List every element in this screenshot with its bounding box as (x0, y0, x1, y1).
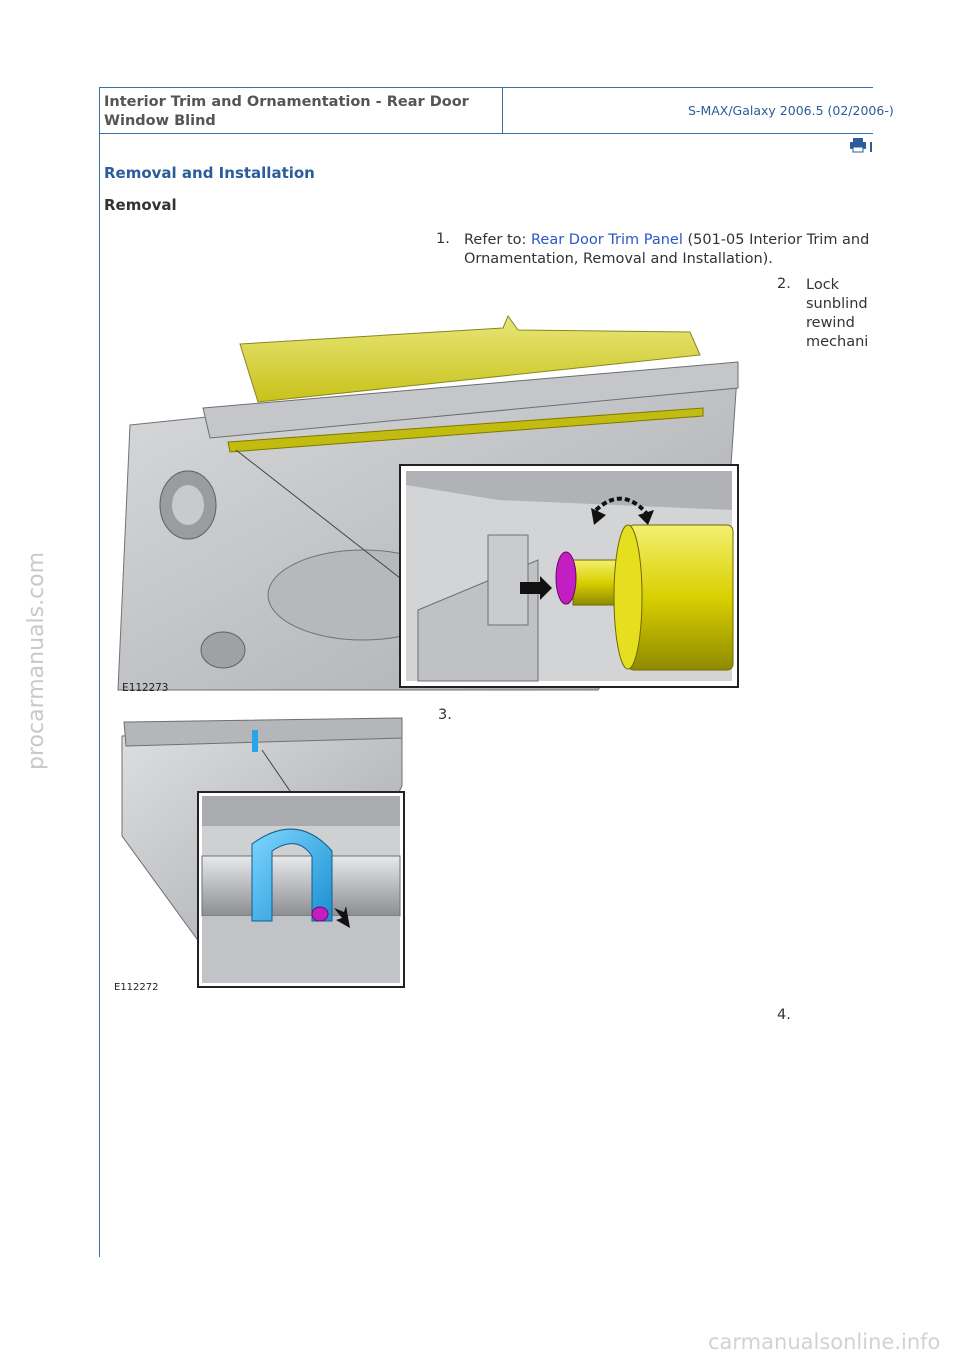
subsection-title: Removal (104, 196, 177, 214)
step-1-prefix: Refer to: (464, 232, 531, 248)
step-1-number: 1. (436, 231, 450, 247)
watermark-left: procarmanuals.com (24, 551, 49, 770)
step-3-number: 3. (438, 707, 452, 723)
step-2-line: sunblind (806, 296, 868, 312)
figure-2-id: E112272 (114, 982, 159, 993)
figure-roller-clip (112, 716, 407, 991)
model-label: S-MAX/Galaxy 2006.5 (02/2006-) (688, 103, 894, 118)
step-4-number: 4. (777, 1007, 791, 1023)
frame-left-border (99, 87, 100, 1257)
frame-top-border (99, 87, 873, 88)
step-1-suffix: (501-05 Interior Trim and Ornamentation, Removal and Installation). (464, 232, 870, 267)
printer-icon[interactable] (849, 138, 867, 152)
step-2-number: 2. (777, 276, 791, 292)
watermark-bottom: carmanualsonline.info (708, 1330, 941, 1354)
figure-1-id: E112273 (122, 681, 169, 694)
section-title: Removal and Installation (104, 164, 315, 182)
rear-door-trim-panel-link[interactable]: Rear Door Trim Panel (531, 232, 683, 248)
header-divider (502, 87, 503, 133)
nav-separator (870, 142, 872, 152)
step-2-line: Lock (806, 277, 840, 293)
step-1-text (464, 231, 873, 269)
step-2-text (806, 276, 873, 352)
header-bottom-border (99, 133, 873, 134)
step-2-line: mechani (806, 334, 869, 350)
step-2-line: rewind (806, 315, 855, 331)
figure-sunblind-rewind-mechanism (118, 310, 743, 695)
document-title: Interior Trim and Ornamentation - Rear Door Window Blind (104, 94, 469, 129)
